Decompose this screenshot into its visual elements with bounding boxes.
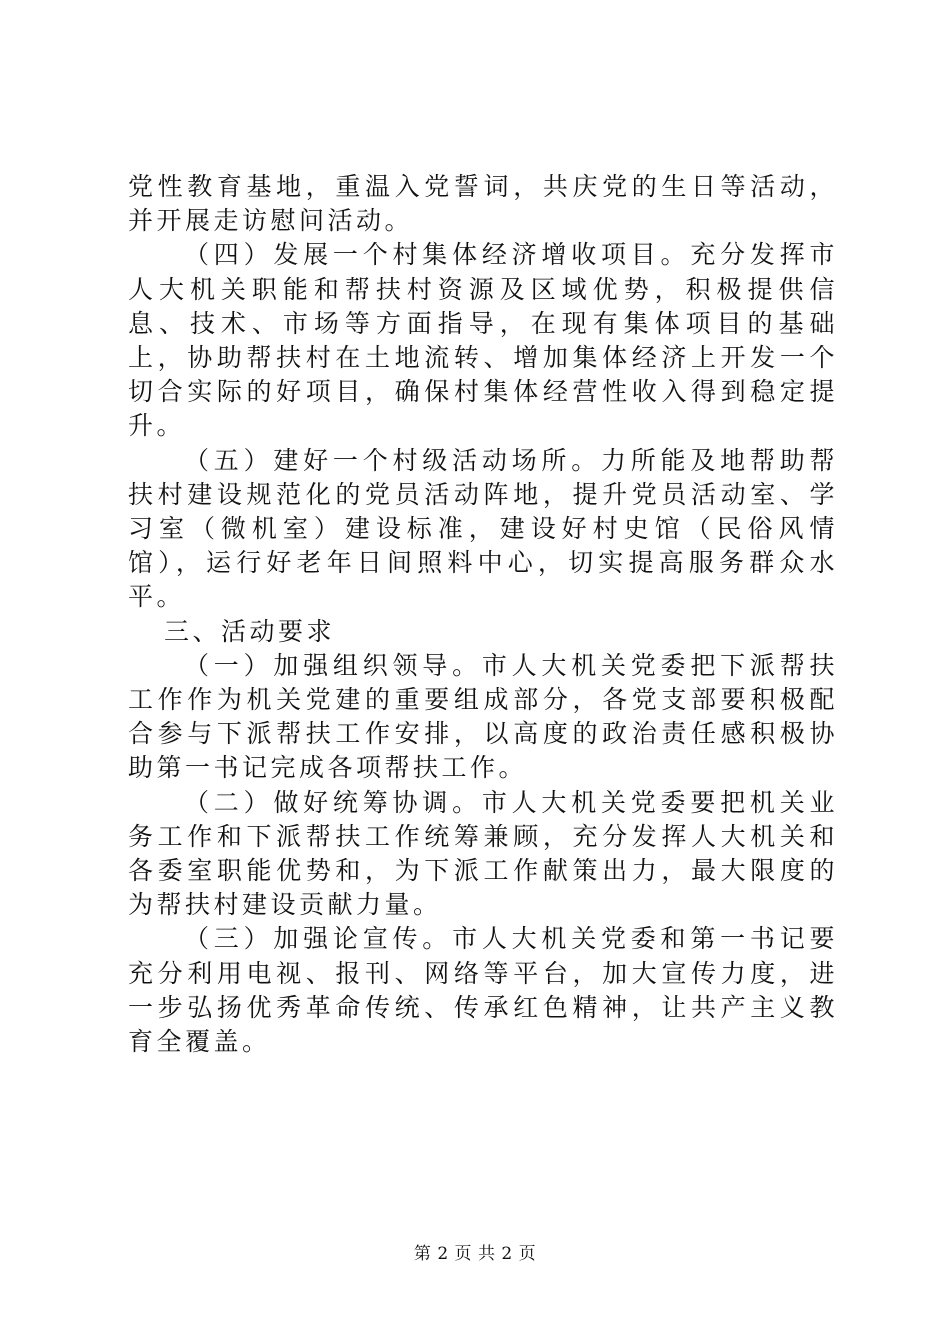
- paragraph-item-three: （三）加强论宣传。市人大机关党委和第一书记要充分利用电视、报刊、网络等平台，加大宣传力度，进一步弘扬优秀革命传统、传承红色精神，让共产主义教育全覆盖。: [128, 924, 838, 1057]
- document-body: [128, 170, 838, 1059]
- paragraph-item-one: （一）加强组织领导。市人大机关党委把下派帮扶工作作为机关党建的重要组成部分，各党支部要积极配合参与下派帮扶工作安排，以高度的政治责任感积极协助第一书记完成各项帮扶工作。: [128, 650, 838, 783]
- paragraph-item-five: （五）建好一个村级活动场所。力所能及地帮助帮扶村建设规范化的党员活动阵地，提升党员活动室、学习室（微机室）建设标准，建设好村史馆（民俗风情馆），运行好老年日间照料中心，切实提高服务群众水平。: [128, 445, 838, 612]
- paragraph-continuation: 党性教育基地，重温入党誓词，共庆党的生日等活动，并开展走访慰问活动。: [128, 172, 838, 236]
- page-number-footer: 第 2 页 共 2 页: [413, 1244, 537, 1264]
- paragraph-item-two: （二）做好统筹协调。市人大机关党委要把机关业务工作和下派帮扶工作统筹兼顾，充分发挥人大机关和各委室职能优势和，为下派工作献策出力，最大限度的为帮扶村建设贡献力量。: [128, 787, 838, 920]
- paragraph-item-four: （四）发展一个村集体经济增收项目。充分发挥市人大机关职能和帮扶村资源及区域优势，积极提供信息、技术、市场等方面指导，在现有集体项目的基础上，协助帮扶村在土地流转、增加集体经济上开发一个切合实际的好项目，确保村集体经营性收入得到稳定提升。: [128, 240, 838, 441]
- section-heading-requirements: 三、活动要求: [164, 616, 336, 646]
